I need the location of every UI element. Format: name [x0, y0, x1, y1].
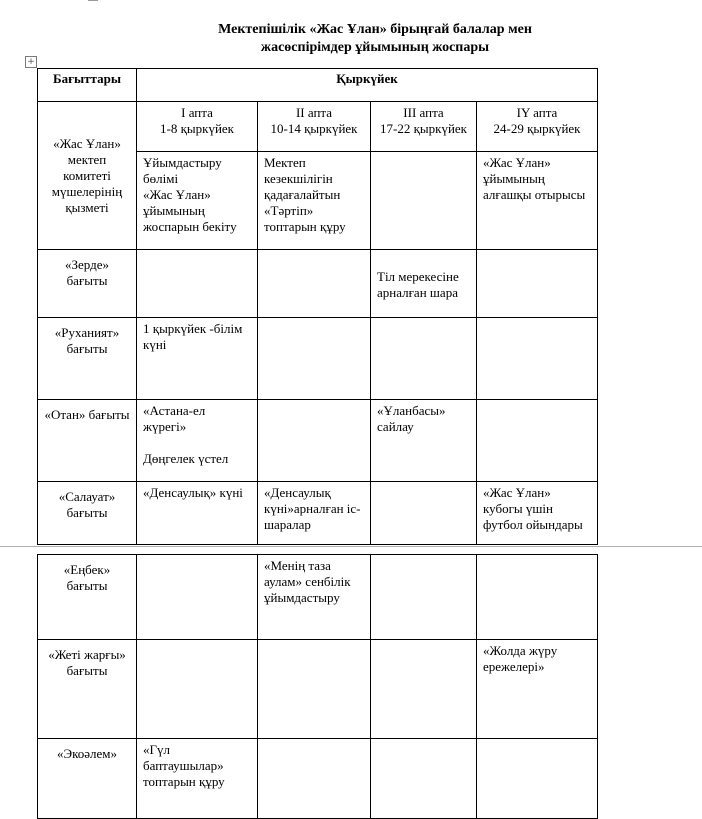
activity-cell[interactable]: «Денсаулық күні»арналған іс-шаралар	[258, 482, 371, 545]
week-name: II апта	[295, 105, 333, 120]
activity-cell[interactable]: Ұйымдастыру бөлімі «Жас Ұлан» ұйымының жоспарын бекіту	[137, 152, 258, 250]
direction-cell: «Жас Ұлан» мектеп комитеті мүшелерінің қызметі	[38, 102, 137, 250]
activity-cell[interactable]: Тіл мерекесіне арналған шара	[371, 250, 477, 318]
week-header	[258, 102, 371, 152]
direction-cell: «Руханият» бағыты	[38, 318, 137, 400]
table-move-handle-icon[interactable]: +	[25, 56, 37, 68]
activity-cell[interactable]	[258, 640, 371, 739]
activity-cell[interactable]: «Жас Ұлан» кубогы үшін футбол ойындары	[477, 482, 598, 545]
activity-cell[interactable]	[371, 555, 477, 640]
activity-cell[interactable]	[477, 400, 598, 482]
activity-cell[interactable]	[371, 739, 477, 819]
activity-cell[interactable]	[477, 739, 598, 819]
week-dates: 24-29 қыркүйек	[493, 121, 581, 136]
direction-cell: «Жеті жарғы» бағыты	[38, 640, 137, 739]
table-row	[38, 250, 598, 318]
plan-table-page-1	[37, 68, 598, 545]
activity-cell[interactable]	[137, 640, 258, 739]
activity-cell[interactable]	[477, 250, 598, 318]
activity-cell[interactable]	[137, 250, 258, 318]
activity-cell[interactable]: «Жолда жүру ережелері»	[477, 640, 598, 739]
direction-cell: «Салауат» бағыты	[38, 482, 137, 545]
week-header	[137, 102, 258, 152]
table-row	[38, 555, 598, 640]
activity-cell[interactable]: «Ұланбасы» сайлау	[371, 400, 477, 482]
activity-cell[interactable]: «Жас Ұлан» ұйымының алғашқы отырысы	[477, 152, 598, 250]
activity-cell[interactable]	[371, 152, 477, 250]
direction-cell: «Зерде» бағыты	[38, 250, 137, 318]
activity-cell[interactable]: «Астана-ел жүрегі» Дөңгелек үстел	[137, 400, 258, 482]
table-row	[38, 482, 598, 545]
direction-cell: «Отан» бағыты	[38, 400, 137, 482]
direction-cell: «Экоәлем»	[38, 739, 137, 819]
activity-cell[interactable]	[258, 739, 371, 819]
activity-cell[interactable]: «Менің таза аулам» сенбілік ұйымдастыру	[258, 555, 371, 640]
header-directions: Бағыттары	[38, 69, 137, 102]
activity-cell[interactable]	[371, 482, 477, 545]
week-name: III апта	[403, 105, 444, 120]
activity-cell[interactable]	[477, 555, 598, 640]
week-dates: 10-14 қыркүйек	[270, 121, 358, 136]
activity-cell[interactable]	[137, 555, 258, 640]
table-row	[38, 400, 598, 482]
activity-cell[interactable]: «Денсаулық» күні	[137, 482, 258, 545]
week-header	[371, 102, 477, 152]
activity-cell[interactable]	[477, 318, 598, 400]
week-name: IY апта	[516, 105, 558, 120]
table-row	[38, 640, 598, 739]
activity-cell[interactable]: «Гүл баптаушылар» топтарын құру	[137, 739, 258, 819]
activity-cell[interactable]	[258, 318, 371, 400]
week-dates: 1-8 қыркүйек	[160, 121, 234, 136]
activity-cell[interactable]: Мектеп кезекшілігін қадағалайтын «Тәртіп» топтарын құру	[258, 152, 371, 250]
direction-cell: «Еңбек» бағыты	[38, 555, 137, 640]
week-header	[477, 102, 598, 152]
activity-cell[interactable]	[258, 400, 371, 482]
table-row	[38, 739, 598, 819]
activity-cell[interactable]: 1 қыркүйек -білім күні	[137, 318, 258, 400]
document-title-line-1: Мектепішілік «Жас Ұлан» бірыңғай балалар мен	[218, 22, 532, 37]
week-name: I апта	[181, 105, 213, 120]
activity-cell[interactable]	[258, 250, 371, 318]
header-month: Қыркүйек	[137, 69, 598, 102]
document-title-line-2: жасөспірімдер ұйымының жоспары	[260, 40, 490, 55]
table-row	[38, 318, 598, 400]
ruler-mark	[88, 0, 98, 1]
activity-cell[interactable]	[371, 640, 477, 739]
week-dates: 17-22 қыркүйек	[380, 121, 467, 136]
activity-cell[interactable]	[371, 318, 477, 400]
plan-table-page-2	[37, 554, 598, 819]
